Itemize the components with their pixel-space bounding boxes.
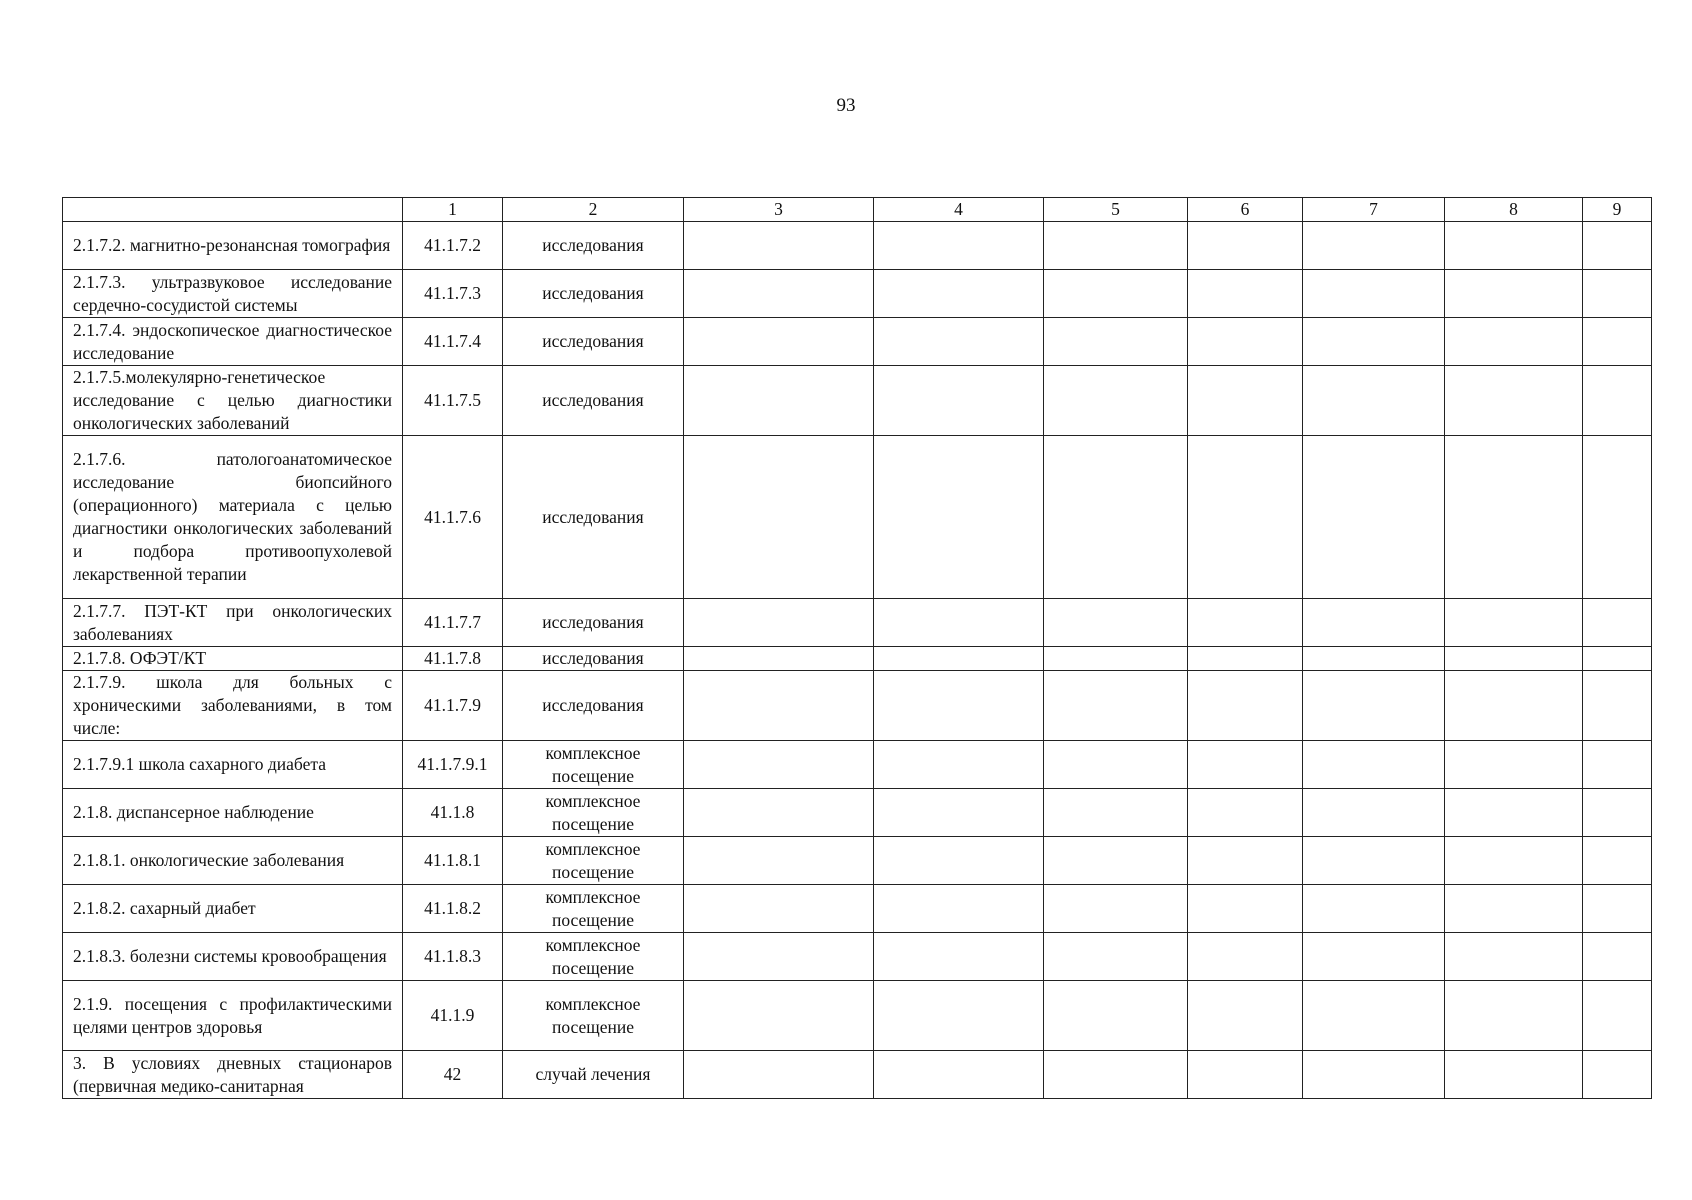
empty-cell	[874, 318, 1044, 366]
empty-cell	[1044, 270, 1188, 318]
header-cell: 4	[874, 198, 1044, 222]
row-unit-cell: комплексное посещение	[503, 789, 684, 837]
empty-cell	[684, 222, 874, 270]
row-code-cell: 42	[403, 1051, 503, 1099]
empty-cell	[1583, 837, 1652, 885]
empty-cell	[874, 1051, 1044, 1099]
empty-cell	[1583, 366, 1652, 436]
empty-cell	[1445, 741, 1583, 789]
header-cell	[63, 198, 403, 222]
empty-cell	[874, 885, 1044, 933]
table-row	[63, 837, 1652, 885]
empty-cell	[1188, 837, 1303, 885]
table-row	[63, 599, 1652, 647]
empty-cell	[1044, 1051, 1188, 1099]
row-code-cell: 41.1.8.3	[403, 933, 503, 981]
empty-cell	[1044, 837, 1188, 885]
table-row	[63, 436, 1652, 599]
empty-cell	[1583, 741, 1652, 789]
empty-cell	[1303, 647, 1445, 671]
empty-cell	[1044, 366, 1188, 436]
empty-cell	[1445, 647, 1583, 671]
table-row	[63, 933, 1652, 981]
empty-cell	[1044, 318, 1188, 366]
empty-cell	[1303, 789, 1445, 837]
table-row	[63, 366, 1652, 436]
row-name-cell: 2.1.9. посещения с профилактическими целями центров здоровья	[63, 981, 403, 1051]
empty-cell	[1303, 981, 1445, 1051]
row-name-cell: 2.1.7.8. ОФЭТ/КТ	[63, 647, 403, 671]
empty-cell	[1303, 933, 1445, 981]
empty-cell	[1303, 270, 1445, 318]
empty-cell	[874, 671, 1044, 741]
table-row	[63, 789, 1652, 837]
row-name-cell: 2.1.7.2. магнитно-резонансная томография	[63, 222, 403, 270]
empty-cell	[684, 599, 874, 647]
empty-cell	[874, 789, 1044, 837]
empty-cell	[684, 741, 874, 789]
empty-cell	[1044, 789, 1188, 837]
page-number: 93	[836, 95, 856, 116]
empty-cell	[1303, 318, 1445, 366]
row-name-cell: 2.1.7.6. патологоанатомическое исследование биопсийного (операционного) материала с целью диагностики онкологических заболеваний и подбора противоопухолевой лекарственной терапии	[63, 436, 403, 599]
row-name-cell: 2.1.8.2. сахарный диабет	[63, 885, 403, 933]
empty-cell	[684, 647, 874, 671]
header-cell: 9	[1583, 198, 1652, 222]
empty-cell	[1583, 1051, 1652, 1099]
row-code-cell: 41.1.8	[403, 789, 503, 837]
empty-cell	[1445, 981, 1583, 1051]
empty-cell	[874, 647, 1044, 671]
row-code-cell: 41.1.8.2	[403, 885, 503, 933]
empty-cell	[1445, 222, 1583, 270]
row-unit-cell: исследования	[503, 436, 684, 599]
empty-cell	[1188, 1051, 1303, 1099]
empty-cell	[684, 366, 874, 436]
empty-cell	[1044, 222, 1188, 270]
table-row	[63, 981, 1652, 1051]
empty-cell	[874, 436, 1044, 599]
empty-cell	[1303, 671, 1445, 741]
empty-cell	[1044, 885, 1188, 933]
row-name-cell: 2.1.7.9.1 школа сахарного диабета	[63, 741, 403, 789]
empty-cell	[684, 981, 874, 1051]
table-row	[63, 318, 1652, 366]
empty-cell	[874, 837, 1044, 885]
empty-cell	[1188, 270, 1303, 318]
row-unit-cell: случай лечения	[503, 1051, 684, 1099]
row-unit-cell: исследования	[503, 647, 684, 671]
row-unit-cell: исследования	[503, 599, 684, 647]
empty-cell	[1583, 436, 1652, 599]
empty-cell	[1303, 837, 1445, 885]
empty-cell	[1044, 741, 1188, 789]
empty-cell	[1188, 647, 1303, 671]
empty-cell	[1044, 671, 1188, 741]
table-row	[63, 1051, 1652, 1099]
header-cell: 2	[503, 198, 684, 222]
empty-cell	[1583, 270, 1652, 318]
row-code-cell: 41.1.7.9	[403, 671, 503, 741]
empty-cell	[874, 981, 1044, 1051]
row-unit-cell: исследования	[503, 270, 684, 318]
empty-cell	[1445, 318, 1583, 366]
row-unit-cell: исследования	[503, 671, 684, 741]
empty-cell	[1188, 789, 1303, 837]
empty-cell	[1188, 222, 1303, 270]
empty-cell	[1044, 981, 1188, 1051]
row-unit-cell: исследования	[503, 318, 684, 366]
empty-cell	[684, 933, 874, 981]
row-unit-cell: комплексное посещение	[503, 741, 684, 789]
row-name-cell: 3. В условиях дневных стационаров (первичная медико-санитарная	[63, 1051, 403, 1099]
empty-cell	[1445, 436, 1583, 599]
empty-cell	[1583, 789, 1652, 837]
header-cell: 7	[1303, 198, 1445, 222]
empty-cell	[874, 366, 1044, 436]
data-table	[62, 197, 1652, 1099]
row-code-cell: 41.1.7.2	[403, 222, 503, 270]
empty-cell	[684, 1051, 874, 1099]
empty-cell	[1044, 933, 1188, 981]
header-row	[63, 198, 1652, 222]
row-code-cell: 41.1.8.1	[403, 837, 503, 885]
table-row	[63, 222, 1652, 270]
row-code-cell: 41.1.7.5	[403, 366, 503, 436]
empty-cell	[874, 933, 1044, 981]
row-unit-cell: комплексное посещение	[503, 933, 684, 981]
empty-cell	[1303, 741, 1445, 789]
header-cell: 3	[684, 198, 874, 222]
row-code-cell: 41.1.7.4	[403, 318, 503, 366]
row-code-cell: 41.1.7.7	[403, 599, 503, 647]
row-name-cell: 2.1.8.1. онкологические заболевания	[63, 837, 403, 885]
empty-cell	[1188, 436, 1303, 599]
empty-cell	[1188, 366, 1303, 436]
row-name-cell: 2.1.7.3. ультразвуковое исследование сердечно-сосудистой системы	[63, 270, 403, 318]
empty-cell	[1583, 885, 1652, 933]
row-unit-cell: комплексное посещение	[503, 981, 684, 1051]
empty-cell	[1445, 789, 1583, 837]
empty-cell	[1445, 1051, 1583, 1099]
empty-cell	[1445, 671, 1583, 741]
empty-cell	[1445, 270, 1583, 318]
empty-cell	[1303, 599, 1445, 647]
empty-cell	[1583, 671, 1652, 741]
empty-cell	[874, 599, 1044, 647]
empty-cell	[1188, 671, 1303, 741]
row-code-cell: 41.1.7.9.1	[403, 741, 503, 789]
row-name-cell: 2.1.8.3. болезни системы кровообращения	[63, 933, 403, 981]
row-name-cell: 2.1.7.5.молекулярно-генетическое исследование с целью диагностики онкологических заболеваний	[63, 366, 403, 436]
empty-cell	[1583, 981, 1652, 1051]
empty-cell	[1445, 366, 1583, 436]
empty-cell	[874, 270, 1044, 318]
empty-cell	[1583, 318, 1652, 366]
header-cell: 1	[403, 198, 503, 222]
row-code-cell: 41.1.9	[403, 981, 503, 1051]
empty-cell	[1583, 933, 1652, 981]
row-unit-cell: комплексное посещение	[503, 837, 684, 885]
empty-cell	[1303, 366, 1445, 436]
header-cell: 6	[1188, 198, 1303, 222]
row-unit-cell: исследования	[503, 366, 684, 436]
empty-cell	[1303, 885, 1445, 933]
row-name-cell: 2.1.7.9. школа для больных с хроническими заболеваниями, в том числе:	[63, 671, 403, 741]
empty-cell	[1445, 885, 1583, 933]
empty-cell	[684, 270, 874, 318]
table-row	[63, 885, 1652, 933]
row-code-cell: 41.1.7.6	[403, 436, 503, 599]
empty-cell	[1303, 436, 1445, 599]
empty-cell	[1188, 981, 1303, 1051]
empty-cell	[874, 222, 1044, 270]
row-name-cell: 2.1.7.4. эндоскопическое диагностическое исследование	[63, 318, 403, 366]
table-row	[63, 741, 1652, 789]
empty-cell	[684, 671, 874, 741]
table-row	[63, 647, 1652, 671]
empty-cell	[1188, 318, 1303, 366]
empty-cell	[1445, 837, 1583, 885]
empty-cell	[1583, 647, 1652, 671]
row-name-cell: 2.1.8. диспансерное наблюдение	[63, 789, 403, 837]
empty-cell	[1303, 1051, 1445, 1099]
empty-cell	[1583, 222, 1652, 270]
empty-cell	[1044, 599, 1188, 647]
empty-cell	[1044, 647, 1188, 671]
empty-cell	[1188, 933, 1303, 981]
empty-cell	[1188, 741, 1303, 789]
empty-cell	[1445, 933, 1583, 981]
empty-cell	[684, 837, 874, 885]
empty-cell	[684, 436, 874, 599]
row-name-cell: 2.1.7.7. ПЭТ-КТ при онкологических заболеваниях	[63, 599, 403, 647]
empty-cell	[1303, 222, 1445, 270]
empty-cell	[1188, 599, 1303, 647]
row-code-cell: 41.1.7.3	[403, 270, 503, 318]
row-unit-cell: исследования	[503, 222, 684, 270]
table-row	[63, 270, 1652, 318]
empty-cell	[684, 789, 874, 837]
empty-cell	[874, 741, 1044, 789]
empty-cell	[684, 885, 874, 933]
header-cell: 8	[1445, 198, 1583, 222]
header-cell: 5	[1044, 198, 1188, 222]
empty-cell	[1583, 599, 1652, 647]
empty-cell	[1044, 436, 1188, 599]
empty-cell	[1188, 885, 1303, 933]
empty-cell	[1445, 599, 1583, 647]
row-unit-cell: комплексное посещение	[503, 885, 684, 933]
table-row	[63, 671, 1652, 741]
row-code-cell: 41.1.7.8	[403, 647, 503, 671]
empty-cell	[684, 318, 874, 366]
